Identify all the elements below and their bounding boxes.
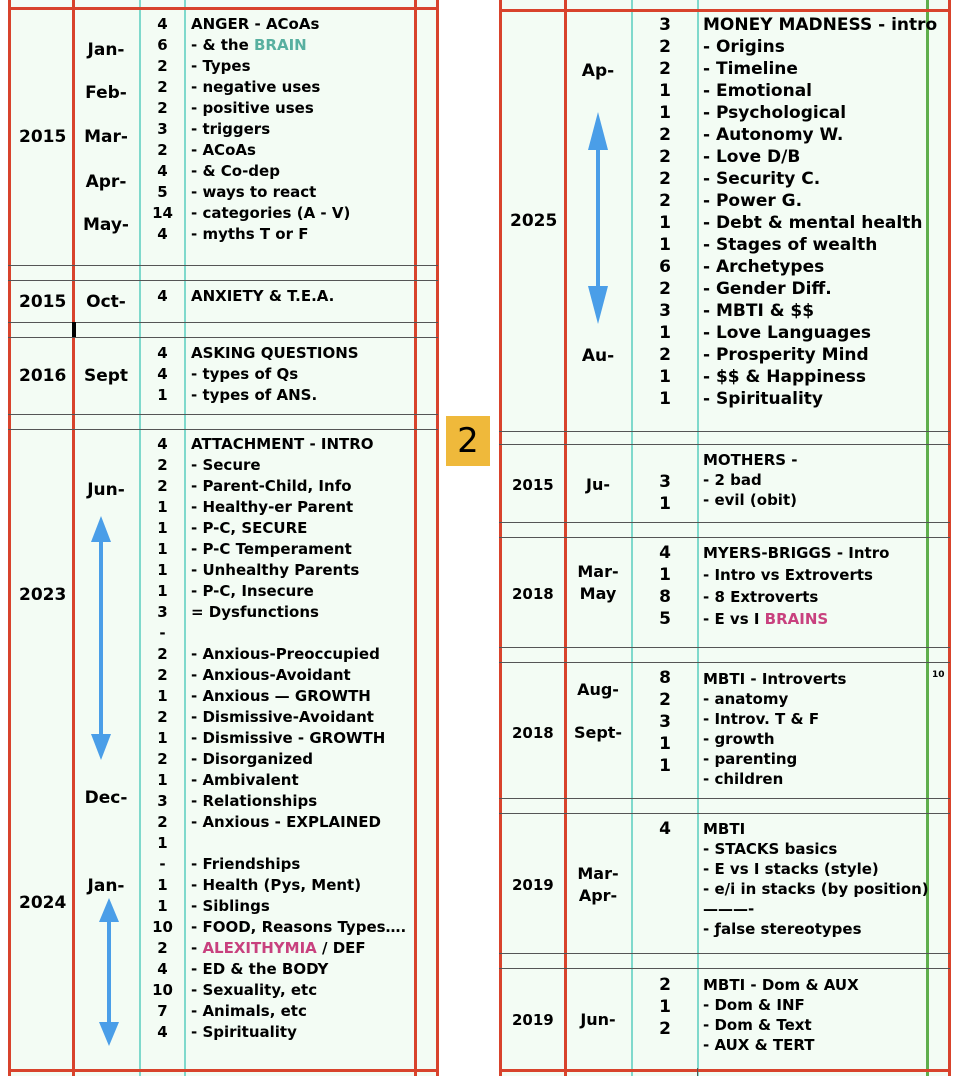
divider [8,337,438,338]
count-cell: 1 [659,213,671,233]
topic-cell: - Anxious — GROWTH [191,687,371,705]
topic-cell: - Ambivalent [191,771,299,789]
count-cell: 4 [157,960,168,978]
topic-cell: - Introv. T & F [703,710,820,728]
topic-cell: - Prosperity Mind [703,345,869,365]
count-cell: 2 [659,169,671,189]
topic-cell: - Anxious - EXPLAINED [191,813,381,831]
topic-cell: - Unhealthy Parents [191,561,360,579]
topic-cell: - children [703,770,784,788]
topic-cell: - P-C, Insecure [191,582,314,600]
month-label: Dec- [84,788,128,808]
double-arrow-vertical-icon [98,898,120,1046]
topic-cell: - myths T or F [191,225,309,243]
month-label: May- [82,215,129,235]
topic-cell: - 8 Extroverts [703,588,819,606]
count-cell: 2 [659,690,671,710]
count-cell: 1 [659,367,671,387]
topic-cell: - Anxious-Avoidant [191,666,351,684]
highlight-word: ALEXITHYMIA [202,939,317,957]
double-arrow-vertical-icon [90,516,112,760]
double-arrow-vertical-icon [587,112,609,324]
topic-cell: - ƒalse stereotypes [703,920,862,938]
count-cell: 2 [157,78,168,96]
year-label: 2018 [512,724,554,742]
count-cell: 1 [157,834,168,852]
topic-cell: - Dismissive - GROWTH [191,729,386,747]
topic-cell: ANGER - ACoAs [191,15,320,33]
count-cell: 1 [157,540,168,558]
count-cell: 1 [157,561,168,579]
count-cell: 2 [157,708,168,726]
topic-cell: ATTACHMENT - INTRO [191,435,374,453]
right-top-rule [499,9,951,12]
count-cell: 10 [152,918,173,936]
topic-cell: - Intro vs Extroverts [703,566,873,584]
count-cell: 6 [659,257,671,277]
topic-cell: - Autonomy W. [703,125,844,145]
divider [499,968,950,969]
month-label: Ju- [586,475,610,494]
topic-cell: - Friendships [191,855,301,873]
count-cell: - [159,855,166,873]
month-label: Oct- [86,292,126,312]
left-rule [139,0,141,1076]
count-cell: 1 [659,734,671,754]
topic-cell: - Disorganized [191,750,313,768]
topic-cell: - Siblings [191,897,270,915]
count-cell: 5 [157,183,168,201]
count-cell: 1 [157,771,168,789]
topic-cell: - Stages of wealth [703,235,878,255]
topic-cell: - Debt & mental health [703,213,923,233]
count-cell: 1 [659,81,671,101]
count-cell: 3 [157,120,168,138]
count-cell: 3 [659,712,671,732]
count-cell: 4 [157,225,168,243]
topic-cell: MOTHERS - [703,451,798,469]
year-label: 2023 [19,585,67,605]
topic-cell: - Power G. [703,191,803,211]
topic-cell: - Sexuality, etc [191,981,318,999]
year-label: 2016 [19,366,67,386]
topic-cell: - parenting [703,750,798,768]
left-rule [436,0,439,1076]
left-rule [8,0,11,1076]
topic-cell: - Timeline [703,59,798,79]
count-cell: 10 [152,981,173,999]
count-cell: 2 [659,345,671,365]
count-cell: 14 [152,204,173,222]
topic-cell: - STACKS basics [703,840,838,858]
month-label: Apr- [85,172,127,192]
count-cell: 4 [659,819,671,839]
topic-cell: - AUX & TERT [703,1036,815,1054]
highlight-word: BRAIN [254,36,307,54]
month-label: Jan- [87,40,125,60]
topic-cell: - ALEXITHYMIA / DEF [191,939,366,957]
month-label: Ap- [581,61,615,81]
count-cell: 4 [157,287,168,305]
page-note: 10 [932,670,945,680]
divider [8,429,438,430]
month-label: Aug- [577,680,619,699]
topic-cell: - $$ & Happiness [703,367,867,387]
topic-cell: - Healthy-er Parent [191,498,354,516]
topic-cell: - Psychological [703,103,847,123]
month-label: Feb- [85,83,127,103]
highlight-word: BRAINS [764,610,829,628]
count-cell: 4 [157,1023,168,1041]
topic-cell: ———- [703,900,755,918]
divider [499,798,950,799]
left-bottom-rule [8,1069,439,1072]
topic-cell: - & Co-dep [191,162,280,180]
count-cell: 2 [157,477,168,495]
count-cell: 2 [659,37,671,57]
topic-cell: - Spirituality [703,389,823,409]
topic-cell: - Dismissive-Avoidant [191,708,374,726]
topic-cell: - Love Languages [703,323,871,343]
topic-cell: - 2 bad [703,471,762,489]
divider [8,265,438,266]
count-cell: 1 [157,729,168,747]
count-cell: 1 [157,519,168,537]
topic-cell: - ACoAs [191,141,256,159]
year-label: 2024 [19,893,67,913]
cursor-mark [72,322,76,337]
left-rule [72,0,75,1076]
topic-cell: - Types [191,57,251,75]
topic-cell: - triggers [191,120,271,138]
count-cell: 2 [659,279,671,299]
year-label: 2015 [19,127,67,147]
topic-cell: - types of ANS. [191,386,318,404]
count-cell: 3 [659,472,671,492]
divider [499,444,950,445]
year-label: 2015 [512,476,554,494]
divider [8,414,438,415]
topic-cell: ASKING QUESTIONS [191,344,359,362]
year-label: 2019 [512,876,554,894]
divider [499,537,950,538]
topic-cell: - & the BRAIN [191,36,307,54]
topic-cell: - E vs I BRAINS [703,610,829,628]
topic-cell: MBTI - Introverts [703,670,847,688]
topic-cell: - MBTI & $$ [703,301,815,321]
count-cell: 1 [157,876,168,894]
month-label: Au- [581,346,615,366]
count-cell: 1 [157,687,168,705]
topic-cell: MONEY MADNESS - intro [703,15,938,35]
count-cell: 1 [659,389,671,409]
count-cell: 1 [659,997,671,1017]
year-label: 2019 [512,1011,554,1029]
count-cell: 1 [157,582,168,600]
divider [499,953,950,954]
count-cell: 2 [659,191,671,211]
right-rule [926,0,929,1076]
count-cell: 1 [659,565,671,585]
topic-cell: - Animals, etc [191,1002,307,1020]
topic-cell: - ways to react [191,183,317,201]
topic-cell: - Love D/B [703,147,801,167]
year-label: 2015 [19,292,67,312]
topic-suffix: / DEF [316,939,366,957]
count-cell: 1 [157,897,168,915]
count-cell: 4 [157,344,168,362]
count-cell: 1 [659,756,671,776]
count-cell: 4 [157,15,168,33]
topic-cell: - growth [703,730,775,748]
topic-cell: - E vs I stacks (style) [703,860,879,878]
topic-cell: MBTI - Dom & AUX [703,976,859,994]
topic-cell: - categories (A - V) [191,204,351,222]
topic-cell: - Secure [191,456,261,474]
count-cell: 5 [659,609,671,629]
right-bottom-rule [499,1069,951,1072]
topic-cell: - Security C. [703,169,821,189]
topic-cell: - evil (obit) [703,491,797,509]
count-cell: 3 [157,792,168,810]
topic-cell: - P-C, SECURE [191,519,308,537]
topic-cell: - ED & the BODY [191,960,329,978]
page-number-badge: 2 [446,416,490,466]
count-cell: 2 [157,57,168,75]
topic-cell: - negative uses [191,78,321,96]
left-top-rule [8,7,439,10]
topic-cell: - anatomy [703,690,789,708]
count-cell: 2 [157,645,168,663]
count-cell: - [159,624,166,642]
count-cell: 2 [157,939,168,957]
count-cell: 2 [659,59,671,79]
count-cell: 2 [157,141,168,159]
year-label: 2025 [510,211,558,231]
month-label: Apr- [578,886,618,905]
count-cell: 4 [157,435,168,453]
count-cell: 4 [659,543,671,563]
topic-cell: - Dom & INF [703,996,805,1014]
divider [499,647,950,648]
topic-cell: - P-C Temperament [191,540,352,558]
count-cell: 3 [659,301,671,321]
count-cell: 4 [157,162,168,180]
divider [697,1068,698,1076]
left-rule [184,0,186,1076]
topic-cell: - types of Qs [191,365,299,383]
right-rule [697,0,699,1076]
topic-cell: - Anxious-Preoccupied [191,645,380,663]
month-label: Jun- [87,480,125,500]
count-cell: 6 [157,36,168,54]
count-cell: 3 [659,15,671,35]
count-cell: 7 [157,1002,168,1020]
count-cell: 2 [157,813,168,831]
divider [8,280,438,281]
month-label: Jun- [580,1010,616,1029]
count-cell: 1 [157,386,168,404]
topic-cell: MBTI [703,820,746,838]
count-cell: 2 [659,147,671,167]
right-rule [948,0,951,1076]
month-label: Jan- [87,876,125,896]
topic-cell: - Origins [703,37,785,57]
count-cell: 2 [659,125,671,145]
year-label: 2018 [512,585,554,603]
count-cell: 8 [659,668,671,688]
topic-cell: - positive uses [191,99,314,117]
count-cell: 2 [157,666,168,684]
month-label: Sept- [573,723,623,742]
count-cell: 4 [157,365,168,383]
month-label: Mar- [577,562,619,581]
count-cell: 1 [659,323,671,343]
left-rule [414,0,417,1076]
count-cell: 1 [659,103,671,123]
topic-cell: - Gender Diff. [703,279,832,299]
count-cell: 8 [659,587,671,607]
divider [499,813,950,814]
topic-cell: - FOOD, Reasons Types…. [191,918,407,936]
month-label: May [579,584,617,603]
topic-cell: MYERS-BRIGGS - Intro [703,544,890,562]
divider [499,522,950,523]
divider [499,431,950,432]
count-cell: 2 [659,1019,671,1039]
month-label: Sept [83,366,129,386]
topic-cell: - Archetypes [703,257,825,277]
topic-cell: - Emotional [703,81,813,101]
topic-cell: - Relationships [191,792,318,810]
month-label: Mar- [577,864,619,883]
topic-cell: - Health (Pys, Ment) [191,876,362,894]
count-cell: 1 [659,494,671,514]
divider [499,662,950,663]
count-cell: 1 [659,235,671,255]
topic-cell: - e/i in stacks (by position) [703,880,929,898]
month-label: Mar- [84,127,128,147]
count-cell: 2 [157,750,168,768]
count-cell: 2 [157,456,168,474]
topic-cell: ANXIETY & T.E.A. [191,287,335,305]
topic-cell: - Parent-Child, Info [191,477,352,495]
count-cell: 3 [157,603,168,621]
right-rule [564,0,567,1076]
count-cell: 2 [659,975,671,995]
topic-cell: - Spirituality [191,1023,297,1041]
right-rule [499,0,502,1076]
topic-cell: = Dysfunctions [191,603,319,621]
count-cell: 1 [157,498,168,516]
topic-cell: - Dom & Text [703,1016,812,1034]
count-cell: 2 [157,99,168,117]
